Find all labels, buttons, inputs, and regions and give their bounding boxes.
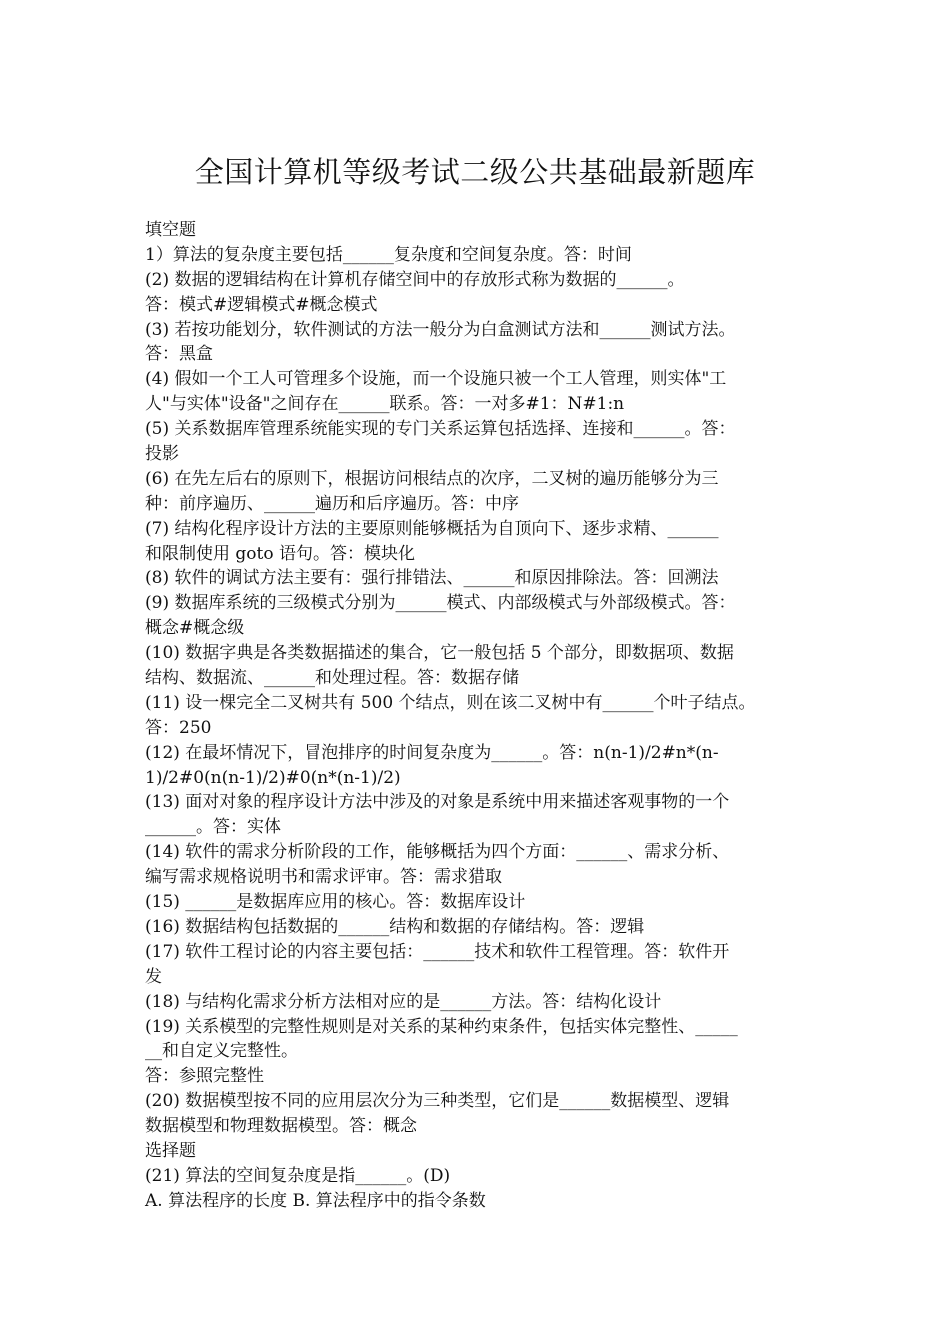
question-line: 数据模型和物理数据模型。答：概念: [145, 1116, 417, 1137]
section-heading-fill-in: 填空题: [145, 220, 196, 240]
answer-line: 发: [145, 966, 162, 987]
question-line: (17) 软件工程讨论的内容主要包括：______技术和软件工程管理。答：软件开: [145, 941, 730, 962]
question-line: 和限制使用 goto 语句。答：模块化: [145, 543, 415, 564]
question-line: (2) 数据的逻辑结构在计算机存储空间中的存放形式称为数据的______。: [145, 269, 685, 290]
question-line: (8) 软件的调试方法主要有：强行排错法、______和原因排除法。答：回溯法: [145, 568, 719, 589]
question-line: (9) 数据库系统的三级模式分别为______模式、内部级模式与外部级模式。答：: [145, 593, 736, 614]
question-line: 种：前序遍历、______遍历和后序遍历。答：中序: [145, 493, 519, 514]
question-line: (13) 面对对象的程序设计方法中涉及的对象是系统中用来描述客观事物的一个: [145, 792, 730, 813]
document-body: [145, 218, 825, 1214]
question-line: (12) 在最坏情况下，冒泡排序的时间复杂度为______。答：n(n-1)/2#n*(n-: [145, 742, 719, 763]
question-line: 编写需求规格说明书和需求评审。答：需求猎取: [145, 867, 502, 888]
question-line: (10) 数据字典是各类数据描述的集合，它一般包括 5 个部分，即数据项、数据: [145, 643, 734, 664]
question-line: (4) 假如一个工人可管理多个设施，而一个设施只被一个工人管理，则实体"工: [145, 369, 727, 390]
answer-line: 概念#概念级: [145, 618, 245, 639]
answer-line: 答：黑盒: [145, 344, 213, 365]
question-line: ______。答：实体: [145, 817, 281, 838]
answer-line: 投影: [145, 444, 179, 465]
question-line: 人"与实体"设备"之间存在______联系。答：一对多#1：N#1:n: [145, 394, 625, 415]
answer-line: 1)/2#0(n(n-1)/2)#0(n*(n-1)/2): [145, 767, 401, 788]
question-line: (18) 与结构化需求分析方法相对应的是______方法。答：结构化设计: [145, 991, 662, 1012]
document-title: 全国计算机等级考试二级公共基础最新题库: [194, 155, 756, 189]
section-heading-choice: 选择题: [145, 1140, 196, 1161]
answer-line: 答：250: [145, 717, 212, 738]
question-line: (14) 软件的需求分析阶段的工作，能够概括为四个方面：______、需求分析、: [145, 842, 730, 863]
question-line: (11) 设一棵完全二叉树共有 500 个结点，则在该二叉树中有______个叶子结点。: [145, 692, 756, 713]
question-line: (16) 数据结构包括数据的______结构和数据的存储结构。答：逻辑: [145, 916, 645, 937]
answer-line: 答：模式#逻辑模式#概念模式: [145, 294, 378, 315]
question-line: (21) 算法的空间复杂度是指______。(D): [145, 1165, 451, 1186]
question-line: (3) 若按功能划分，软件测试的方法一般分为白盒测试方法和______测试方法。: [145, 319, 736, 340]
question-line: (15) ______是数据库应用的核心。答：数据库设计: [145, 892, 526, 913]
question-line: (20) 数据模型按不同的应用层次分为三种类型，它们是______数据模型、逻辑: [145, 1091, 730, 1112]
question-line: __和自定义完整性。: [145, 1041, 298, 1062]
question-line: (19) 关系模型的完整性规则是对关系的某种约束条件，包括实体完整性、_____: [145, 1016, 738, 1037]
answer-line: 答：参照完整性: [145, 1066, 264, 1087]
question-line: (5) 关系数据库管理系统能实现的专门关系运算包括选择、连接和______。答：: [145, 419, 736, 440]
question-line: (6) 在先左后右的原则下，根据访问根结点的次序，二叉树的遍历能够分为三: [145, 468, 719, 489]
question-line: (7) 结构化程序设计方法的主要原则能够概括为自顶向下、逐步求精、______: [145, 518, 719, 539]
question-line: 1）算法的复杂度主要包括______复杂度和空间复杂度。答：时间: [145, 244, 632, 265]
option-line: A. 算法程序的长度 B. 算法程序中的指令条数: [145, 1190, 486, 1211]
question-line: 结构、数据流、______和处理过程。答：数据存储: [145, 668, 519, 689]
